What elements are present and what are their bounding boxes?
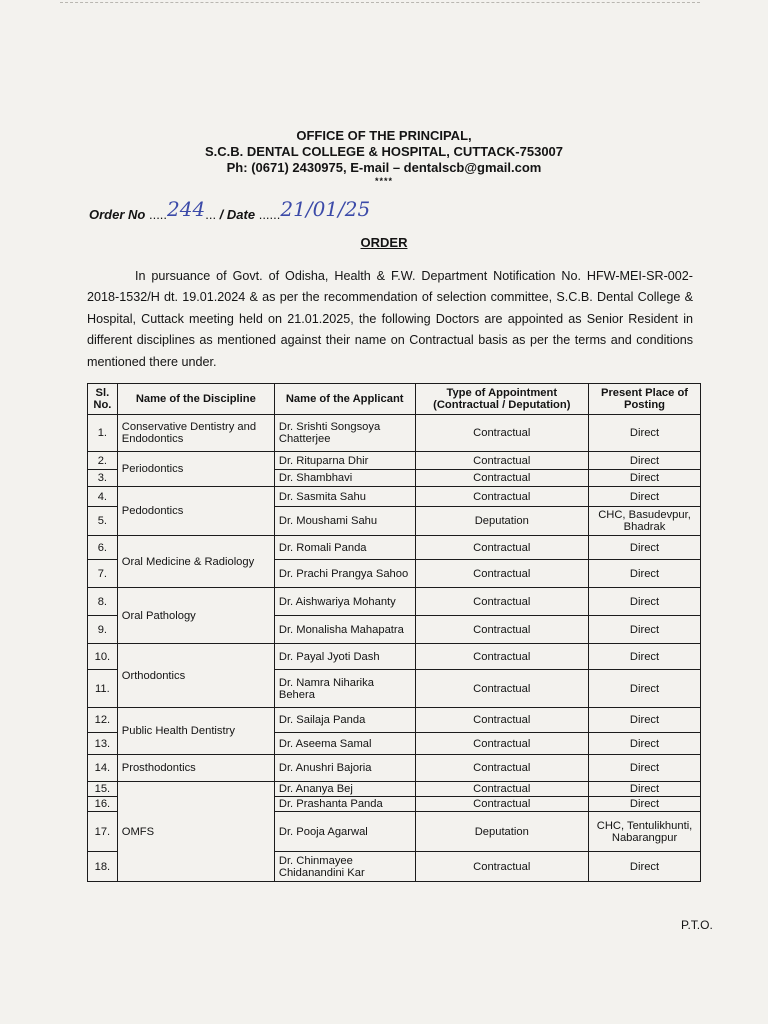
row-sl: 6.	[88, 536, 118, 560]
discipline-cell: Orthodontics	[117, 644, 274, 708]
applicant-cell: Dr. Prachi Prangya Sahoo	[274, 560, 415, 588]
posting-cell: Direct	[589, 644, 701, 670]
table-row	[88, 708, 701, 733]
table-row	[88, 415, 701, 452]
posting-cell: CHC, Basudevpur, Bhadrak	[589, 507, 701, 536]
table-row	[88, 782, 701, 797]
posting-cell: Direct	[589, 616, 701, 644]
date-label: / Date	[219, 207, 256, 222]
row-sl: 11.	[88, 670, 118, 708]
applicant-cell: Dr. Aishwariya Mohanty	[274, 588, 415, 616]
table-row	[88, 536, 701, 560]
header-applicant: Name of the Applicant	[274, 384, 415, 415]
row-sl: 10.	[88, 644, 118, 670]
top-edge-line	[60, 2, 700, 5]
applicant-cell: Dr. Monalisha Mahapatra	[274, 616, 415, 644]
posting-cell: Direct	[589, 852, 701, 882]
posting-cell: Direct	[589, 470, 701, 487]
applicant-cell: Dr. Romali Panda	[274, 536, 415, 560]
applicant-cell: Dr. Ananya Bej	[274, 782, 415, 797]
order-number-line: Order No .....244... / Date ......21/01/25	[89, 197, 371, 222]
posting-cell: Direct	[589, 670, 701, 708]
posting-cell: Direct	[589, 415, 701, 452]
discipline-cell: Periodontics	[117, 452, 274, 487]
posting-cell: Direct	[589, 755, 701, 782]
applicant-cell: Dr. Payal Jyoti Dash	[274, 644, 415, 670]
discipline-cell: Pedodontics	[117, 487, 274, 536]
type-cell: Contractual	[415, 708, 589, 733]
table-header-row	[88, 384, 701, 415]
row-sl: 15.	[88, 782, 118, 797]
order-label: Order No	[89, 207, 146, 222]
discipline-cell: Conservative Dentistry and Endodontics	[117, 415, 274, 452]
table-row	[88, 644, 701, 670]
posting-cell: CHC, Tentulikhunti, Nabarangpur	[589, 812, 701, 852]
row-sl: 18.	[88, 852, 118, 882]
type-cell: Contractual	[415, 733, 589, 755]
type-cell: Contractual	[415, 560, 589, 588]
applicant-cell: Dr. Prashanta Panda	[274, 797, 415, 812]
applicant-cell: Dr. Aseema Samal	[274, 733, 415, 755]
posting-cell: Direct	[589, 452, 701, 470]
row-sl: 12.	[88, 708, 118, 733]
college-name: S.C.B. DENTAL COLLEGE & HOSPITAL, CUTTACK-753007	[204, 144, 564, 159]
discipline-cell: Prosthodontics	[117, 755, 274, 782]
order-body	[87, 266, 693, 373]
posting-cell: Direct	[589, 588, 701, 616]
posting-cell: Direct	[589, 797, 701, 812]
applicant-cell: Dr. Sasmita Sahu	[274, 487, 415, 507]
order-heading: ORDER	[360, 235, 408, 250]
order-number: 244	[167, 197, 206, 221]
header-type: Type of Appointment (Contractual / Deputation)	[415, 384, 589, 415]
type-cell: Contractual	[415, 487, 589, 507]
applicant-cell: Dr. Chinmayee Chidanandini Kar	[274, 852, 415, 882]
type-cell: Contractual	[415, 470, 589, 487]
table-row	[88, 588, 701, 616]
applicant-cell: Dr. Srishti Songsoya Chatterjee	[274, 415, 415, 452]
row-sl: 14.	[88, 755, 118, 782]
order-paragraph: In pursuance of Govt. of Odisha, Health & F.W. Department Notification No. HFW-MEI-SR-002-2018-1532/H dt. 19.01.2024 & as per the recommendation of selection committee, S.C.B. Dental College & Hospital, Cuttack meeting held on 21.01.2025, the following Doctors are appointed as Senior Resident in different disciplines as mentioned against their name on Contractual basis as per the terms and conditions mentioned there under.	[87, 269, 693, 369]
discipline-cell: Oral Pathology	[117, 588, 274, 644]
row-sl: 4.	[88, 487, 118, 507]
row-sl: 16.	[88, 797, 118, 812]
posting-cell: Direct	[589, 782, 701, 797]
contact-line: Ph: (0671) 2430975, E-mail – dentalscb@gmail.com	[226, 160, 542, 175]
applicant-cell: Dr. Namra Niharika Behera	[274, 670, 415, 708]
type-cell: Contractual	[415, 755, 589, 782]
table-row	[88, 452, 701, 470]
page-turn-note: P.T.O.	[681, 918, 713, 932]
type-cell: Contractual	[415, 782, 589, 797]
row-sl: 2.	[88, 452, 118, 470]
header-posting: Present Place of Posting	[589, 384, 701, 415]
row-sl: 13.	[88, 733, 118, 755]
posting-cell: Direct	[589, 708, 701, 733]
type-cell: Contractual	[415, 670, 589, 708]
type-cell: Deputation	[415, 812, 589, 852]
applicant-cell: Dr. Anushri Bajoria	[274, 755, 415, 782]
type-cell: Contractual	[415, 588, 589, 616]
order-date: 21/01/25	[280, 197, 371, 221]
row-sl: 17.	[88, 812, 118, 852]
row-sl: 1.	[88, 415, 118, 452]
type-cell: Contractual	[415, 852, 589, 882]
posting-cell: Direct	[589, 536, 701, 560]
posting-cell: Direct	[589, 560, 701, 588]
office-title: OFFICE OF THE PRINCIPAL,	[296, 128, 472, 143]
posting-cell: Direct	[589, 487, 701, 507]
type-cell: Contractual	[415, 616, 589, 644]
table-row	[88, 487, 701, 507]
type-cell: Contractual	[415, 536, 589, 560]
type-cell: Contractual	[415, 797, 589, 812]
appointment-table	[87, 383, 701, 882]
discipline-cell: Oral Medicine & Radiology	[117, 536, 274, 588]
type-cell: Contractual	[415, 644, 589, 670]
header-sl: Sl. No.	[88, 384, 118, 415]
type-cell: Contractual	[415, 415, 589, 452]
table-row	[88, 755, 701, 782]
header-discipline: Name of the Discipline	[117, 384, 274, 415]
row-sl: 9.	[88, 616, 118, 644]
row-sl: 7.	[88, 560, 118, 588]
row-sl: 5.	[88, 507, 118, 536]
row-sl: 3.	[88, 470, 118, 487]
letterhead	[0, 128, 768, 186]
applicant-cell: Dr. Moushami Sahu	[274, 507, 415, 536]
discipline-cell: Public Health Dentistry	[117, 708, 274, 755]
type-cell: Deputation	[415, 507, 589, 536]
separator-stars: ****	[374, 176, 393, 186]
applicant-cell: Dr. Pooja Agarwal	[274, 812, 415, 852]
applicant-cell: Dr. Shambhavi	[274, 470, 415, 487]
discipline-cell: OMFS	[117, 782, 274, 882]
type-cell: Contractual	[415, 452, 589, 470]
row-sl: 8.	[88, 588, 118, 616]
applicant-cell: Dr. Rituparna Dhir	[274, 452, 415, 470]
applicant-cell: Dr. Sailaja Panda	[274, 708, 415, 733]
posting-cell: Direct	[589, 733, 701, 755]
